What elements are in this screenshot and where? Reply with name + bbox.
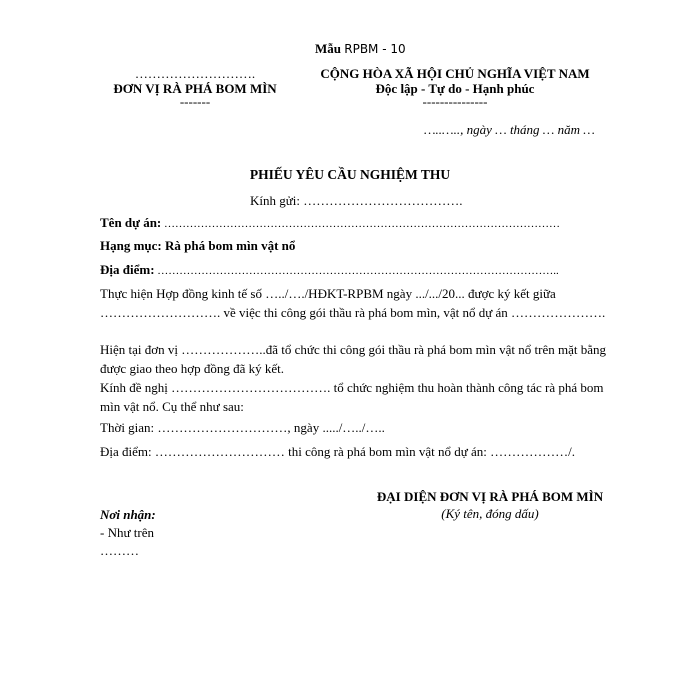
- form-code-value: RPBM - 10: [344, 42, 406, 56]
- location-dots: ………………………………………………………………………………………………..: [154, 265, 559, 277]
- recipients-label: Nơi nhận:: [100, 507, 156, 522]
- signature-note: (Ký tên, đóng dấu): [441, 506, 539, 521]
- item-line: Hạng mục: Rà phá bom mìn vật nổ: [100, 238, 296, 253]
- nation-name: CỘNG HÒA XÃ HỘI CHỦ NGHĨA VIỆT NAM: [320, 66, 590, 81]
- greeting: Kính gửi: ……………………………….: [250, 193, 463, 208]
- nation-block: [300, 66, 610, 107]
- nation-motto: Độc lập - Tự do - Hạnh phúc: [375, 81, 535, 96]
- paragraph-status: Hiện tại đơn vị ………………..đã tổ chức thi công gói thầu rà phá bom mìn vật nổ trên mặt bằng được giao theo hợp đồng đã ký kết.: [100, 342, 607, 376]
- paragraph-request: Kính đề nghị ………………………………. tổ chức nghiệm thu hoàn thành công tác rà phá bom mìn vật nổ. Cụ thể như sau:: [100, 380, 604, 414]
- recipients-item: - Như trên: [100, 525, 154, 540]
- location-label: Địa điểm:: [100, 262, 155, 277]
- date-line: …..….., ngày … tháng … năm …: [424, 122, 595, 137]
- paragraph-contract: Thực hiện Hợp đồng kinh tế số …../…./HĐKT-RPBM ngày .../.../20... được ký kết giữa ………………………. về việc thi công gói thầu rà phá bom mìn, vật nổ dự án ………………….: [100, 286, 606, 320]
- org-dots: ……………………….: [134, 66, 256, 81]
- nation-dash: ---------------: [422, 94, 488, 109]
- project-line: [100, 215, 570, 231]
- project-dots: ………………………………………………………………………………………………: [161, 218, 561, 230]
- paragraph-time: Thời gian: …………………………, ngày ...../…../…..: [100, 420, 385, 435]
- paragraph-place: Địa điểm: ………………………… thi công rà phá bom mìn vật nổ dự án: ………………/.: [100, 444, 575, 459]
- recipients-item-dots: ………: [100, 543, 139, 558]
- org-block: [95, 66, 295, 107]
- signature-title: ĐẠI DIỆN ĐƠN VỊ RÀ PHÁ BOM MÌN: [376, 489, 604, 504]
- form-code: [315, 41, 406, 57]
- form-code-prefix: Mẫu: [315, 41, 341, 56]
- org-name: ĐƠN VỊ RÀ PHÁ BOM MÌN: [113, 81, 277, 96]
- project-label: Tên dự án:: [100, 215, 162, 230]
- page-title: PHIẾU YÊU CẦU NGHIỆM THU: [249, 167, 451, 182]
- recipients-block: [100, 506, 156, 560]
- signature-block: [340, 488, 640, 522]
- org-dash: -------: [179, 94, 211, 109]
- location-line: [100, 262, 570, 278]
